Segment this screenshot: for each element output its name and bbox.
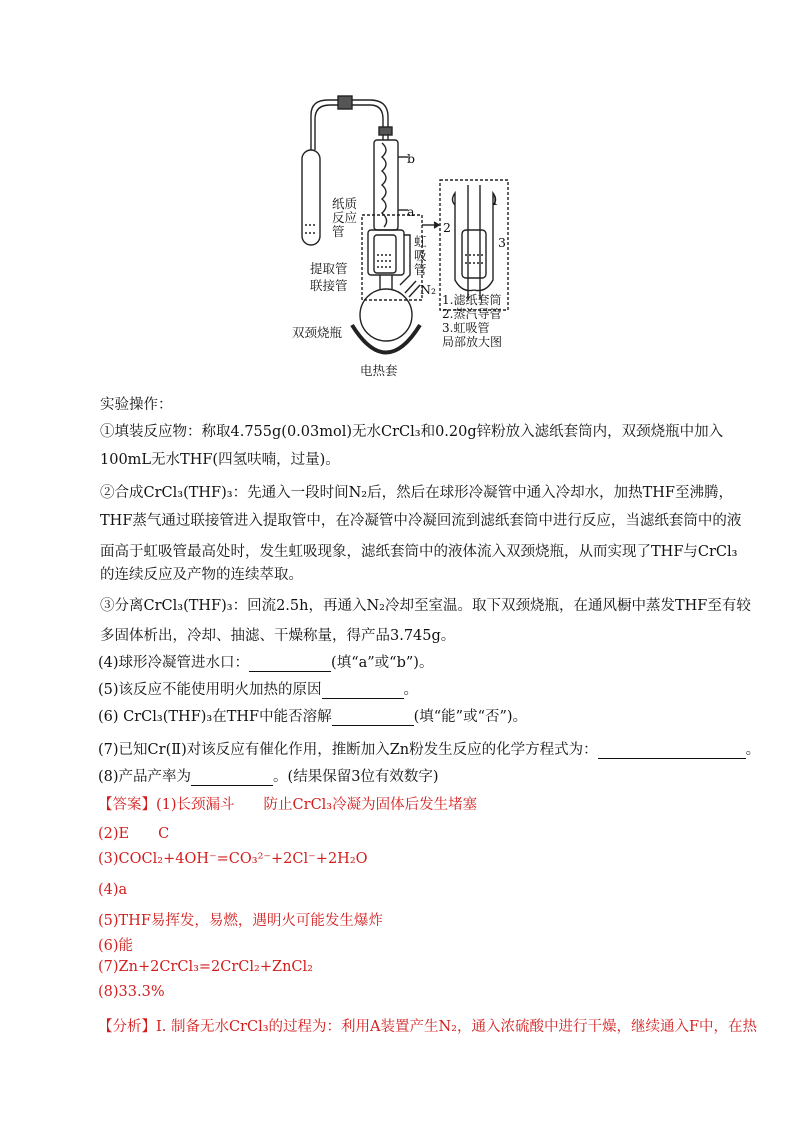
question-6-prefix: (6) CrCl₃(THF)₃在THF中能否溶解: [98, 709, 332, 725]
answer-line-1: 【答案】(1)长颈漏斗 防止CrCl₃冷凝为固体后发生堵塞: [98, 797, 478, 813]
label-a: a: [407, 204, 415, 219]
text-line: 实验操作：: [100, 397, 173, 413]
inset-caption-3: 3.虹吸管: [442, 321, 490, 335]
answer-line-4: (4)a: [98, 882, 128, 898]
apparatus-figure: [290, 85, 520, 385]
label-b: b: [407, 151, 416, 166]
answer-line-5: (5)THF易挥发，易燃，遇明火可能发生爆炸: [98, 913, 383, 929]
question-6: [98, 705, 527, 726]
text-line: THF蒸气通过联接管进入提取管中，在冷凝管中冷凝回流到滤纸套筒中进行反应，当滤纸套筒中的液: [100, 513, 742, 529]
text-line: 的连续反应及产物的连续萃取。: [100, 567, 303, 583]
label-n2: N₂: [420, 282, 436, 297]
inset-caption-2: 2.蒸汽导管: [442, 307, 502, 321]
label-heater: 电热套: [360, 363, 398, 378]
label-joint: 联接管: [310, 278, 348, 293]
text-line: ③分离CrCl₃(THF)₃：回流2.5h，再通入N₂冷却至室温。取下双颈烧瓶，在通风橱中蒸发THF至有较: [100, 598, 751, 614]
answer-blank-5[interactable]: [322, 684, 404, 699]
inset-caption-1: 1.滤纸套筒: [442, 293, 502, 307]
label-flask: 双颈烧瓶: [292, 325, 343, 340]
answer-blank-4[interactable]: [249, 657, 331, 672]
text-line: 100mL无水THF(四氢呋喃，过量)。: [100, 452, 340, 468]
question-8-suffix: 。(结果保留3位有效数字): [273, 769, 439, 785]
text-line: 多固体析出，冷却、抽滤、干燥称量，得产品3.745g。: [100, 628, 456, 644]
question-4-prefix: (4)球形冷凝管进水口：: [98, 655, 250, 671]
label-paper-tube: 纸质反应管: [332, 196, 358, 239]
text-line: ①填装反应物：称取4.755g(0.03mol)无水CrCl₃和0.20g锌粉放入滤纸套筒内，双颈烧瓶中加入: [100, 424, 724, 440]
question-7-prefix: (7)已知Cr(Ⅱ)对该反应有催化作用，推断加入Zn粉发生反应的化学方程式为：: [98, 742, 598, 758]
inset-label-3: 3: [498, 235, 506, 250]
analysis-line: 【分析】I. 制备无水CrCl₃的过程为：利用A装置产生N₂，通入浓硫酸中进行干燥，继续通入F中，在热: [98, 1019, 758, 1035]
inset-label-2: 2: [443, 220, 451, 235]
question-6-suffix: (填“能”或“否”)。: [413, 709, 528, 725]
question-8: [98, 765, 439, 786]
answer-blank-8[interactable]: [191, 771, 273, 786]
answer-blank-6[interactable]: [332, 711, 414, 726]
text-line: 面高于虹吸管最高处时，发生虹吸现象，滤纸套筒中的液体流入双颈烧瓶，从而实现了THF与CrCl₃: [100, 544, 738, 560]
question-5-prefix: (5)该反应不能使用明火加热的原因: [98, 682, 322, 698]
answer-line-7: (7)Zn+2CrCl₃=2CrCl₂+ZnCl₂: [98, 959, 313, 975]
question-4-suffix: (填“a”或“b”)。: [331, 655, 434, 671]
question-4: [98, 651, 433, 672]
answer-line-6: (6)能: [98, 938, 134, 954]
question-8-prefix: (8)产品产率为: [98, 769, 192, 785]
label-siphon: 虹吸管: [414, 234, 427, 277]
answer-line-3: (3)COCl₂+4OH⁻=CO₃²⁻+2Cl⁻+2H₂O: [98, 851, 368, 867]
answer-line-2: (2)E C: [98, 826, 170, 842]
question-5-suffix: 。: [403, 682, 419, 698]
text-line: ②合成CrCl₃(THF)₃：先通入一段时间N₂后，然后在球形冷凝管中通入冷却水，加热THF至沸腾，: [100, 485, 733, 501]
answer-blank-7[interactable]: [598, 744, 746, 759]
question-7-suffix: 。: [745, 742, 761, 758]
answer-line-8: (8)33.3%: [98, 984, 165, 1000]
question-7: [98, 738, 760, 759]
question-5: [98, 678, 418, 699]
inset-caption-4: 局部放大图: [442, 335, 503, 349]
label-extraction: 提取管: [310, 261, 348, 276]
inset-label-1: 1: [491, 193, 499, 208]
